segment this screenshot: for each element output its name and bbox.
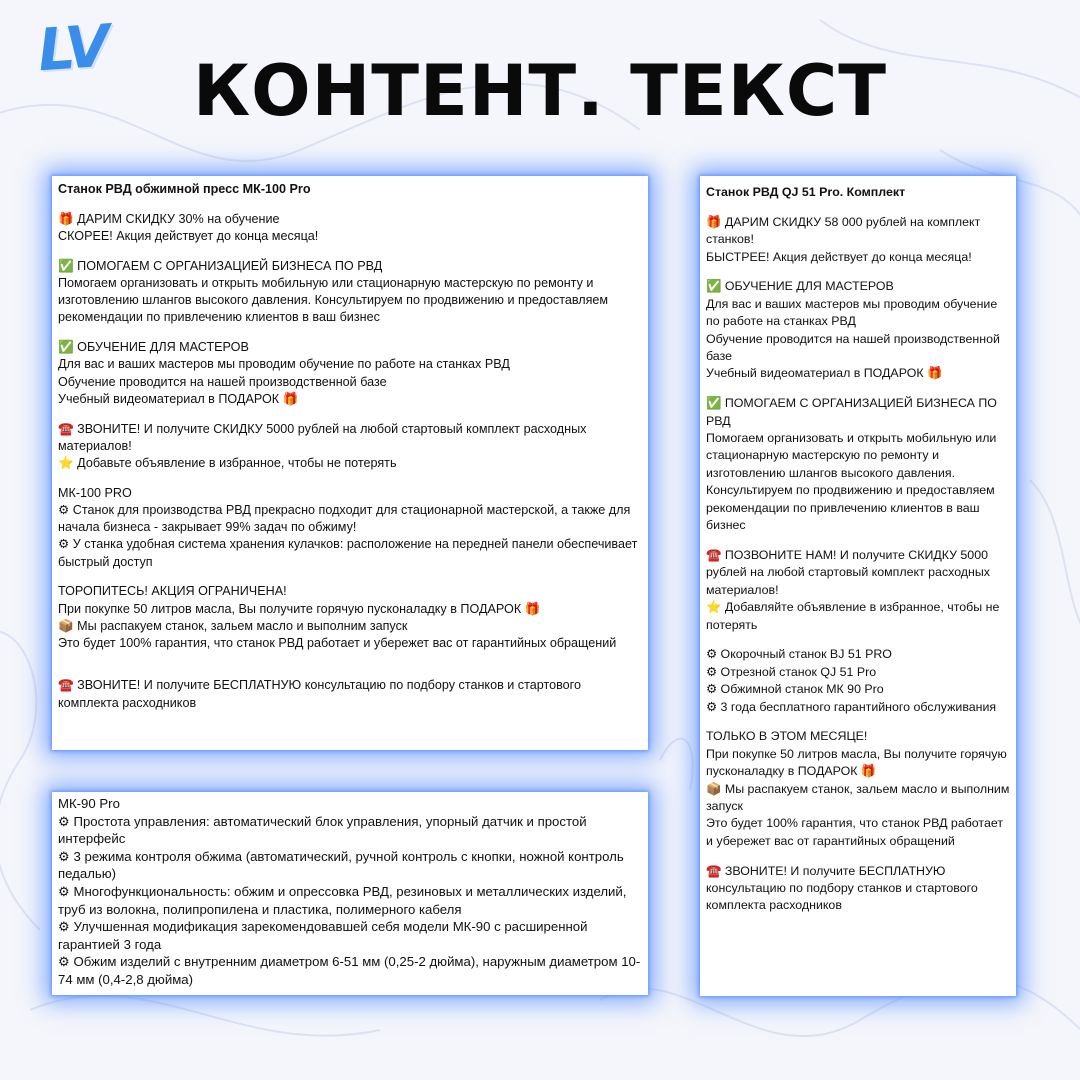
text-line: Это будет 100% гарантия, что станок РВД работает и убережет вас от гарантийных обращений [706,816,1004,848]
text-line: Обучение проводится на нашей производственной базе [58,374,387,389]
ad-card-mk90 [52,792,648,995]
spacer [706,716,1010,728]
text-line: ⚙ Простота управления: автоматический блок управления, упорный датчик и простой интерфейс [58,813,587,847]
text-line: При покупке 50 литров масла, Вы получите горячую пусконаладку в ПОДАРОК 🎁 [58,601,541,616]
text-line: БЫСТРЕЕ! Акция действует до конца месяца! [706,249,972,264]
text-line: МК-90 Pro [58,796,120,811]
brand-logo: LV [35,11,111,85]
spacer [706,634,1010,646]
text-line: ⚙ Многофункциональность: обжим и опрессовка РВД, резиновых и металлических изделий, труб из волокна, полипропилена и пластика, полимерного кабеля [58,883,627,917]
ad-card-mk100 [52,176,648,750]
card-body [706,201,1010,914]
text-line: ⭐ Добавьте объявление в избранное, чтобы не потерять [58,456,397,471]
text-line: ✅ ПОМОГАЕМ С ОРГАНИЗАЦИЕЙ БИЗНЕСА ПО РВД [706,396,997,428]
text-line: ⚙ Станок для производства РВД прекрасно подходит для стационарной мастерской, а также для начала бизнеса - закрывает 99% задач по обжиму! [58,503,631,535]
text-line: ⚙ Обжимной станок МК 90 Pro [706,682,884,697]
text-line: ☎️ ЗВОНИТЕ! И получите СКИДКУ 5000 рублей на любой стартовый комплект расходных материалов! [58,421,587,453]
text-line: ⚙ У станка удобная система хранения кулачков: расположение на передней панели обеспечивает быстрый доступ [58,537,638,569]
text-line: 📦 Мы распакуем станок, зальем масло и выполним запуск [58,618,408,633]
text-line: ⚙ 3 режима контроля обжима (автоматический, ручной контроль с кнопки, ножной контроль педалью) [58,848,624,882]
text-line: ⚙ 3 года бесплатного гарантийного обслуживания [706,699,997,714]
text-line: ⭐ Добавляйте объявление в избранное, чтобы не потерять [706,600,1000,632]
text-line: Учебный видеоматериал в ПОДАРОК 🎁 [58,391,299,406]
text-line: ☎️ ЗВОНИТЕ! И получите БЕСПЛАТНУЮ консультацию по подбору станков и стартового комплекта расходников [58,678,581,710]
text-line: ✅ ОБУЧЕНИЕ ДЛЯ МАСТЕРОВ [706,279,894,294]
spacer [58,198,642,211]
spacer [706,383,1010,395]
spacer [58,571,642,584]
text-line: ⚙ Отрезной станок QJ 51 Pro [706,664,877,679]
spacer [706,266,1010,278]
spacer [58,327,642,340]
text-line: Обучение проводится на нашей производственной базе [706,331,1000,364]
page-title: КОНТЕНТ. ТЕКСТ [192,50,888,132]
spacer [58,665,642,678]
text-line: ТОРОПИТЕСЬ! АКЦИЯ ОГРАНИЧЕНА! [58,584,287,599]
text-line: СКОРЕЕ! Акция действует до конца месяца! [58,229,319,243]
text-line: ⚙ Улучшенная модификация зарекомендовавшей себя модели МК-90 с расширенной гарантией 3 года [58,919,588,952]
spacer [58,408,642,421]
text-line: Помогаем организовать и открыть мобильную или стационарную мастерскую по ремонту и изготовлению шлангов высокого давления. Консультируем по продвижению и предоставляем рекомендации по привлечению клиентов в ваш бизнес [58,276,609,325]
text-line: ТОЛЬКО В ЭТОМ МЕСЯЦЕ! [706,729,868,744]
card-title: Станок РВД QJ 51 Pro. Комплект [706,185,906,199]
text-line: ⚙ Обжим изделий с внутренним диаметром 6-51 мм (0,25-2 дюйма), наружным диаметром 10-74 мм (0,4-2,8 дюйма) [58,954,641,987]
spacer [58,245,642,258]
card-body [58,198,642,712]
text-line: Это будет 100% гарантия, что станок РВД работает и убережет вас от гарантийных обращений [58,636,617,651]
card-title: Станок РВД обжимной пресс МК-100 Pro [58,182,311,196]
spacer [706,850,1010,862]
text-line: Для вас и ваших мастеров мы проводим обучение по работе на станках РВД [706,296,998,329]
text-line: 🎁 ДАРИМ СКИДКУ 30% на обучение [58,211,280,226]
spacer [58,472,642,485]
text-line: ✅ ПОМОГАЕМ С ОРГАНИЗАЦИЕЙ БИЗНЕСА ПО РВД [58,258,383,273]
text-line: Для вас и ваших мастеров мы проводим обучение по работе на станках РВД [58,357,510,372]
text-line: 🎁 ДАРИМ СКИДКУ 58 000 рублей на комплект станков! [706,214,981,247]
text-line: 📦 Мы распакуем станок, зальем масло и выполним запуск [706,781,1010,813]
text-line: Учебный видеоматериал в ПОДАРОК 🎁 [706,366,943,381]
text-line: МК-100 PRO [58,485,132,500]
text-line: ✅ ОБУЧЕНИЕ ДЛЯ МАСТЕРОВ [58,340,249,355]
text-line: ☎️ ПОЗВОНИТЕ НАМ! И получите СКИДКУ 5000 рублей на любой стартовый комплект расходных материалов! [706,547,990,597]
spacer [706,201,1010,213]
spacer [58,652,642,665]
text-line: ☎️ ЗВОНИТЕ! И получите БЕСПЛАТНУЮ консультацию по подбору станков и стартового комплекта расходников [706,863,978,913]
text-line: Помогаем организовать и открыть мобильную или стационарную мастерскую по ремонту и изготовлению шлангов высокого давления. Консультируем по продвижению и предоставляем рекомендации по привлечению клиентов в ваш бизнес [706,431,997,533]
text-line: ⚙ Окорочный станок BJ 51 PRO [706,647,892,662]
text-line: При покупке 50 литров масла, Вы получите горячую пусконаладку в ПОДАРОК 🎁 [706,746,1007,779]
ad-card-qj51 [700,176,1016,996]
card-body [58,795,642,989]
spacer [706,534,1010,546]
